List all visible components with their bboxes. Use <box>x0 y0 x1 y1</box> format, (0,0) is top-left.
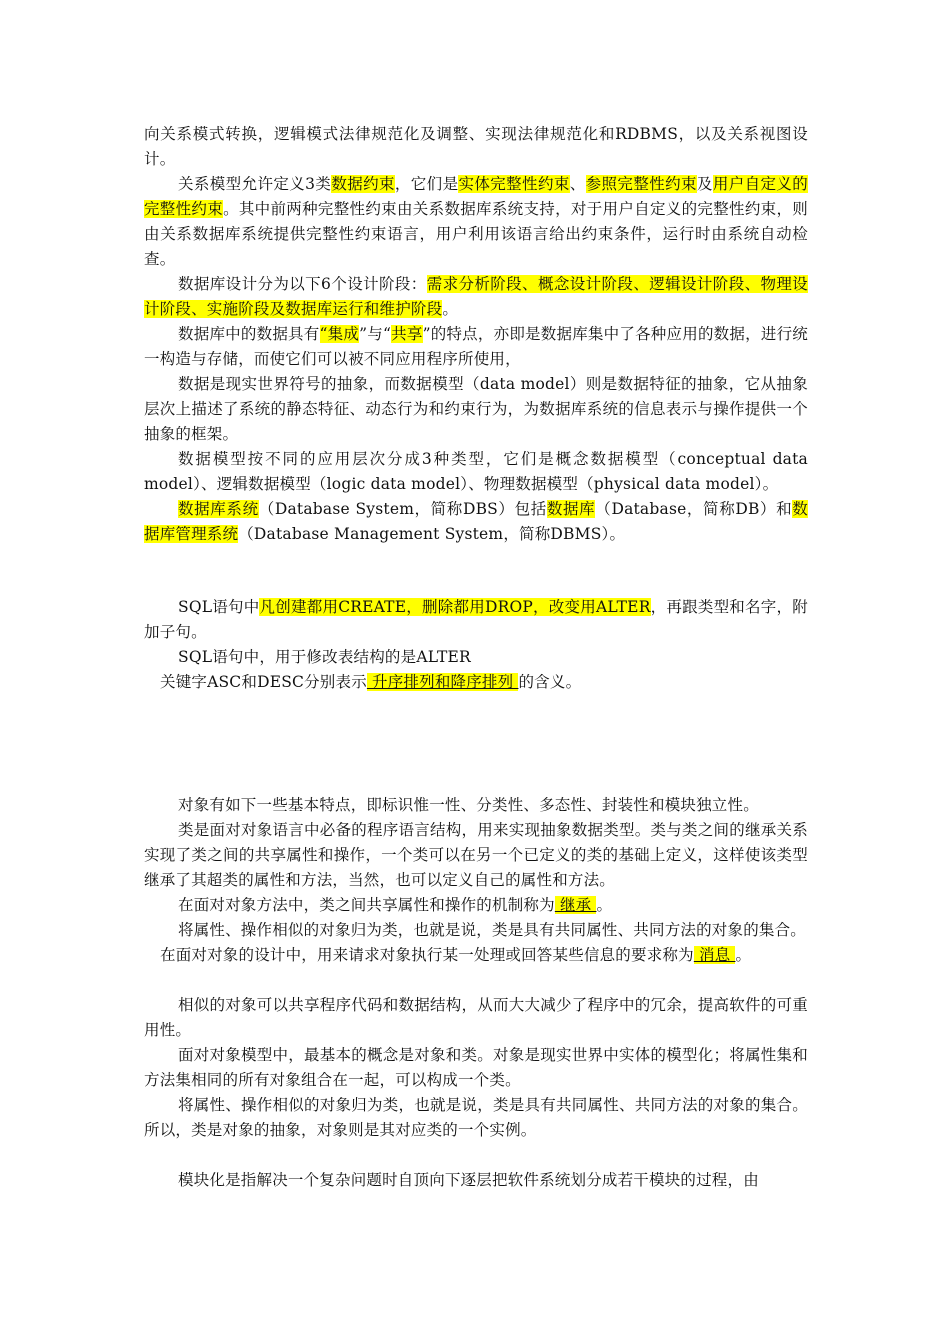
paragraph-constraints <box>144 172 808 272</box>
highlighted-text: 用户自定义的完整性约束 <box>144 175 808 218</box>
highlighted-text: 参照完整性约束 <box>585 175 697 193</box>
text-run: 数据库设计分为以下6个设计阶段： <box>178 275 427 293</box>
highlighted-text: 数据库管理系统 <box>144 500 808 543</box>
document-body <box>144 122 808 1193</box>
paragraph-inheritance <box>144 893 808 918</box>
paragraph-reuse <box>144 993 808 1043</box>
paragraph-integration-sharing <box>144 322 808 372</box>
paragraph-modularization <box>144 1168 808 1193</box>
highlighted-answer: 消息 <box>693 946 736 964</box>
text-run: ”的特点，亦即是数据库集中了各种应用的数据，进行统一构造与存储，而使它们可以被不同应用程序所使用， <box>144 325 808 368</box>
text-run: 及 <box>696 175 713 193</box>
text-run: 类是面对对象语言中必备的程序语言结构，用来实现抽象数据类型。类与类之间的继承关系实现了类之间的共享属性和操作，一个类可以在另一个已定义的类的基础上定义，这样使该类型继承了其超类的属性和方法，当然，也可以定义自己的属性和方法。 <box>144 821 808 889</box>
paragraph-object-features <box>144 793 808 818</box>
text-run: 对象有如下一些基本特点，即标识惟一性、分类性、多态性、封装性和模块独立性。 <box>178 796 759 814</box>
text-run: SQL语句中 <box>178 598 260 616</box>
text-run: 关系模型允许定义3类 <box>178 175 332 193</box>
blank-space <box>144 1143 808 1168</box>
paragraph-class-collection <box>144 918 808 943</box>
paragraph-dbs <box>144 497 808 547</box>
paragraph-model-types <box>144 447 808 497</box>
text-run: 在面对对象的设计中，用来请求对象执行某一处理或回答某些信息的要求称为 <box>160 946 694 964</box>
text-run: 数据是现实世界符号的抽象，而数据模型（data model）则是数据特征的抽象，它从抽象层次上描述了系统的静态特征、动态行为和约束行为，为数据库系统的信息表示与操作提供一个抽象的框架。 <box>144 375 808 443</box>
highlighted-answer: 继承 <box>554 896 597 914</box>
text-run: ，它们是 <box>394 175 459 193</box>
highlighted-answer: 升序排列和降序排列 <box>366 673 519 691</box>
blank-space <box>144 695 808 793</box>
paragraph-design-phases <box>144 272 808 322</box>
blank-space <box>144 968 808 993</box>
paragraph-class-abstraction <box>144 1093 808 1143</box>
text-run: 关键字ASC和DESC分别表示 <box>160 673 367 691</box>
text-run: ，再跟类型和名字，附加子句。 <box>144 598 808 641</box>
paragraph-schema-conversion <box>144 122 808 172</box>
text-run: 的含义。 <box>518 673 582 691</box>
text-run: ”与“ <box>359 325 392 343</box>
highlighted-text: “集成 <box>319 325 360 343</box>
text-run: SQL语句中，用于修改表结构的是ALTER <box>178 648 471 666</box>
text-run: 模块化是指解决一个复杂问题时自顶向下逐层把软件系统划分成若干模块的过程，由 <box>178 1171 759 1189</box>
paragraph-data-model <box>144 372 808 447</box>
highlighted-text: 实体完整性约束 <box>458 175 570 193</box>
text-run: （Database System，简称DBS）包括 <box>258 500 547 518</box>
paragraph-asc-desc <box>144 670 808 695</box>
highlighted-text: 数据库 <box>546 500 596 518</box>
text-run: 面对对象模型中，最基本的概念是对象和类。对象是现实世界中实体的模型化；将属性集和方法集相同的所有对象组合在一起，可以构成一个类。 <box>144 1046 808 1089</box>
highlighted-text: 数据库系统 <box>178 500 259 518</box>
text-run: 向关系模式转换，逻辑模式法律规范化及调整、实现法律规范化和RDBMS，以及关系视图设计。 <box>144 125 808 168</box>
text-run: 。其中前两种完整性约束由关系数据库系统支持，对于用户自定义的完整性约束，则由关系数据库系统提供完整性约束语言，用户利用该语言给出约束条件，运行时由系统自动检查。 <box>144 200 808 268</box>
text-run: 、 <box>569 175 586 193</box>
paragraph-message <box>144 943 808 968</box>
text-run: 数据模型按不同的应用层次分成3种类型，它们是概念数据模型（conceptual data model）、逻辑数据模型（logic data model）、物理数据模型（physical data model）。 <box>144 450 808 493</box>
paragraph-sql-alter <box>144 645 808 670</box>
highlighted-text: 共享 <box>391 325 423 343</box>
text-run: 在面对对象方法中，类之间共享属性和操作的机制称为 <box>178 896 555 914</box>
text-run: 数据库中的数据具有 <box>178 325 320 343</box>
highlighted-text: 凡创建都用CREATE，删除都用DROP，改变用ALTER <box>259 598 651 616</box>
highlighted-text: 需求分析阶段、概念设计阶段、逻辑设计阶段、物理设计阶段、实施阶段及数据库运行和维护阶段 <box>144 275 808 318</box>
text-run: 。 <box>735 946 752 964</box>
text-run: 相似的对象可以共享程序代码和数据结构，从而大大减少了程序中的冗余，提高软件的可重用性。 <box>144 996 808 1039</box>
text-run: 。 <box>596 896 613 914</box>
blank-space <box>144 547 808 595</box>
text-run: 将属性、操作相似的对象归为类，也就是说，类是具有共同属性、共同方法的对象的集合。所以，类是对象的抽象，对象则是其对应类的一个实例。 <box>144 1096 808 1139</box>
paragraph-class-definition <box>144 818 808 893</box>
paragraph-sql-keywords <box>144 595 808 645</box>
highlighted-text: 数据约束 <box>331 175 395 193</box>
text-run: （Database，简称DB）和 <box>595 500 793 518</box>
text-run: （Database Management System，简称DBMS）。 <box>238 525 626 543</box>
text-run: 。 <box>442 300 459 318</box>
paragraph-object-model <box>144 1043 808 1093</box>
text-run: 将属性、操作相似的对象归为类，也就是说，类是具有共同属性、共同方法的对象的集合。 <box>178 921 807 939</box>
